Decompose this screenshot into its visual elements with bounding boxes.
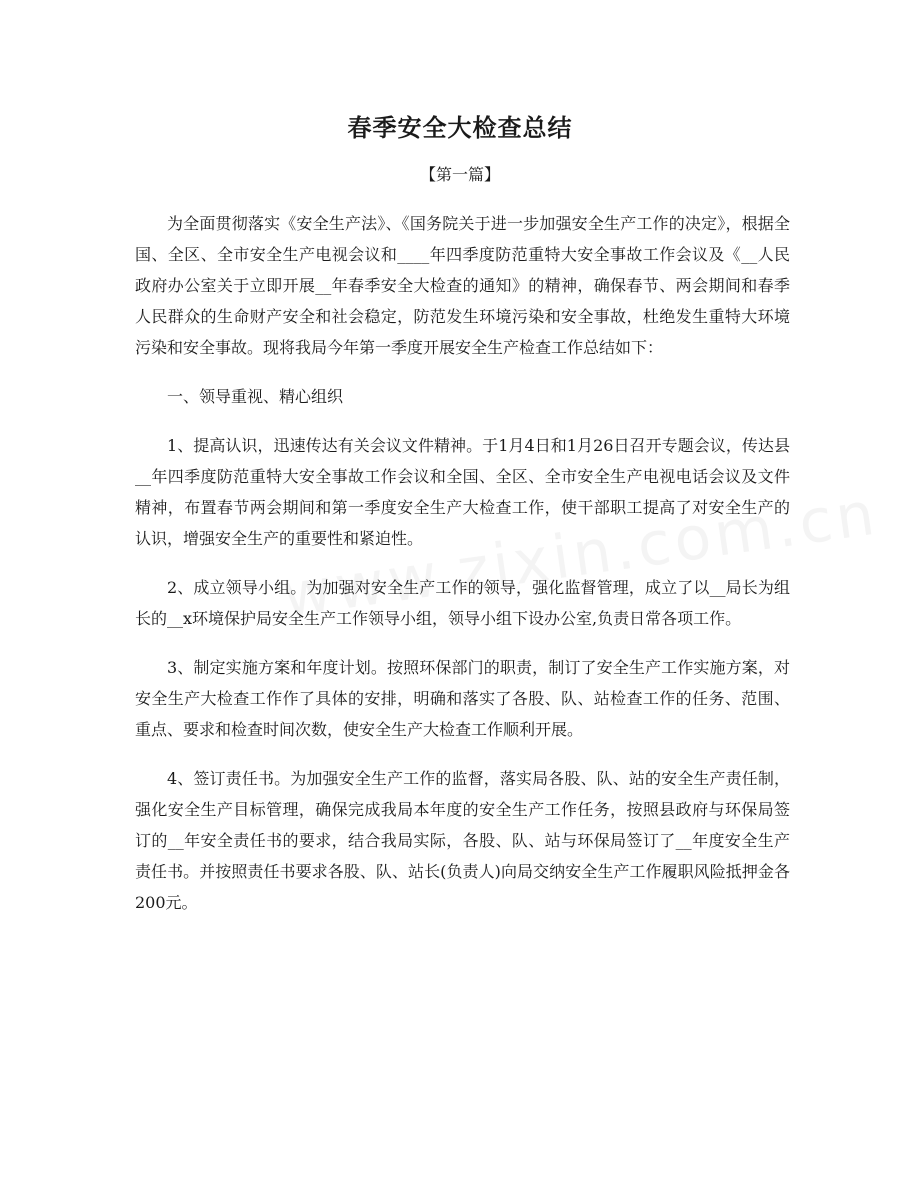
document-title: 春季安全大检查总结 (347, 113, 573, 142)
section-heading-1: 一、领导重视、精心组织 (167, 387, 344, 406)
paragraph-intro: 为全面贯彻落实《安全生产法》、《国务院关于进一步加强安全生产工作的决定》，根据全国、全区、全市安全生产电视会议和____年四季度防范重特大安全事故工作会议及《__人民政府办公室关于立即开展__年春季安全大检查的通知》的精神，确保春节、两会期间和春季人民群众的生命财产安全和社会稳定，防范发生环境污染和安全事故，杜绝发生重特大环境污染和安全事故。现将我局今年第一季度开展安全生产检查工作总结如下： (135, 214, 790, 357)
paragraph-item-2: 2、成立领导小组。为加强对安全生产工作的领导，强化监督管理，成立了以__局长为组长的__x环境保护局安全生产工作领导小组，领导小组下设办公室,负责日常各项工作。 (135, 578, 790, 628)
paragraph-item-4: 4、签订责任书。为加强安全生产工作的监督，落实局各股、队、站的安全生产责任制，强化安全生产目标管理，确保完成我局本年度的安全生产工作任务，按照县政府与环保局签订的__年安全责任书的要求，结合我局实际，各股、队、站与环保局签订了__年度安全生产责任书。并按照责任书要求各股、队、站长(负责人)向局交纳安全生产工作履职风险抵押金各200元。 (135, 769, 790, 912)
paragraph-item-1: 1、提高认识，迅速传达有关会议文件精神。于1月4日和1月26日召开专题会议，传达县__年四季度防范重特大安全事故工作会议和全国、全区、全市安全生产电视电话会议及文件精神，布置春节两会期间和第一季度安全生产大检查工作，使干部职工提高了对安全生产的认识，增强安全生产的重要性和紧迫性。 (135, 436, 790, 548)
paragraph-item-3: 3、制定实施方案和年度计划。按照环保部门的职责，制订了安全生产工作实施方案，对安全生产大检查工作作了具体的安排，明确和落实了各股、队、站检查工作的任务、范围、重点、要求和检查时间次数，使安全生产大检查工作顺利开展。 (135, 658, 790, 739)
document-body (135, 208, 790, 918)
section-label: 【第一篇】 (419, 165, 500, 184)
